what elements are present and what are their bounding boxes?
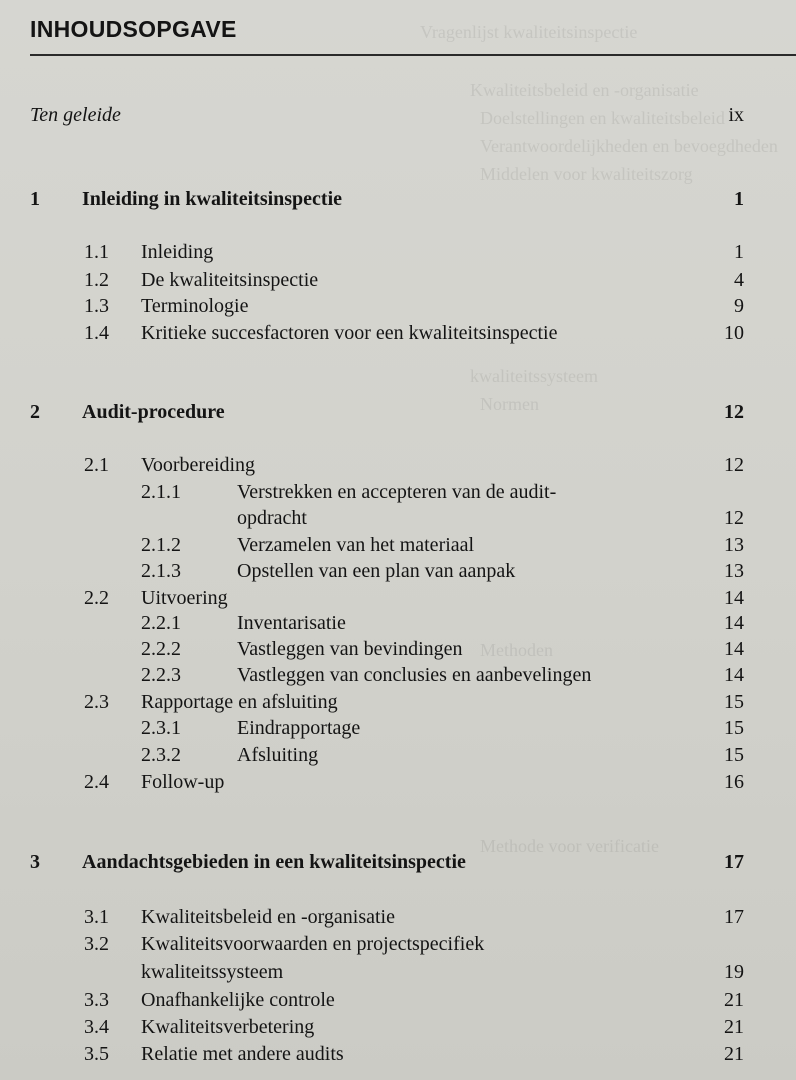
section-title: Rapportage en afsluiting <box>141 691 338 713</box>
section-title-line1: Kwaliteitsvoorwaarden en projectspecifiek <box>141 933 485 955</box>
section-number: 3.2 <box>84 933 109 955</box>
chapter-title: Aandachtsgebieden in een kwaliteitsinspectie <box>82 851 466 873</box>
subsection-page: 15 <box>724 717 744 739</box>
chapter-title: Inleiding in kwaliteitsinspectie <box>82 188 343 210</box>
section-page: 21 <box>724 989 744 1011</box>
toc-section-2-4 <box>0 768 796 796</box>
section-title-line2: kwaliteitssysteem <box>141 961 284 983</box>
chapter-page: 1 <box>734 188 744 210</box>
entry-title: Ten geleide <box>30 104 121 126</box>
subsection-title: Eindrapportage <box>237 717 361 739</box>
subsection-title-line1: Verstrekken en accepteren van de audit- <box>237 481 557 503</box>
toc-section-1-1 <box>0 238 796 266</box>
subsection-page: 14 <box>724 612 744 634</box>
subsection-number: 2.1.1 <box>141 481 181 503</box>
toc-subsection-2-3-1 <box>0 714 796 742</box>
subsection-page: 14 <box>724 664 744 686</box>
section-number: 2.2 <box>84 587 109 609</box>
toc-section-3-4 <box>0 1013 796 1041</box>
toc-section-3-1 <box>0 903 796 931</box>
subsection-title: Verzamelen van het materiaal <box>237 534 475 556</box>
toc-section-1-2 <box>0 266 796 294</box>
chapter-title: Audit-procedure <box>82 401 225 423</box>
toc-section-3-3 <box>0 986 796 1014</box>
subsection-number: 2.1.2 <box>141 534 181 556</box>
section-title: Uitvoering <box>141 587 228 609</box>
toc-chapter-1 <box>0 185 796 213</box>
toc-chapter-3 <box>0 848 796 876</box>
section-page: 9 <box>734 295 744 317</box>
toc-subsection-2-2-3 <box>0 661 796 689</box>
section-title: Kritieke succesfactoren voor een kwaliteitsinspectie <box>141 322 558 344</box>
section-title: Voorbereiding <box>141 454 256 476</box>
section-number: 3.5 <box>84 1043 109 1065</box>
toc-subsection-2-1-1 <box>0 478 796 506</box>
entry-page: ix <box>728 104 744 126</box>
subsection-number: 2.3.1 <box>141 717 181 739</box>
subsection-title: Afsluiting <box>237 744 319 766</box>
section-number: 2.4 <box>84 771 109 793</box>
toc-subsection-2-1-2 <box>0 531 796 559</box>
chapter-number: 1 <box>30 188 40 210</box>
toc-chapter-2 <box>0 398 796 426</box>
section-number: 1.1 <box>84 241 109 263</box>
section-number: 1.3 <box>84 295 109 317</box>
toc-subsection-2-2-2 <box>0 635 796 663</box>
section-number: 2.3 <box>84 691 109 713</box>
subsection-page: 15 <box>724 744 744 766</box>
toc-subsection-2-1-1-cont <box>0 504 796 532</box>
subsection-title: Inventarisatie <box>237 612 346 634</box>
section-page: 4 <box>734 269 744 291</box>
section-page: 16 <box>724 771 744 793</box>
subsection-page: 13 <box>724 560 744 582</box>
subsection-title: Opstellen van een plan van aanpak <box>237 560 516 582</box>
subsection-page: 14 <box>724 638 744 660</box>
show-through-text: Vragenlijst kwaliteitsinspectie Kwaliteitsbeleid en -organisatie Doelstellingen en kwaliteitsbeleid Verantwoordelijkheden en bevoegdheden Middelen voor kwaliteitszorg kwaliteitssysteem Normen Methoden Methode voor verificatie <box>420 22 778 856</box>
section-page: 17 <box>724 906 744 928</box>
subsection-number: 2.3.2 <box>141 744 181 766</box>
toc-section-2-1 <box>0 451 796 479</box>
subsection-number: 2.2.2 <box>141 638 181 660</box>
toc-section-3-5 <box>0 1040 796 1068</box>
section-number: 3.1 <box>84 906 109 928</box>
subsection-title: Vastleggen van bevindingen <box>237 638 463 660</box>
section-number: 3.3 <box>84 989 109 1011</box>
toc-section-2-3 <box>0 688 796 716</box>
chapter-number: 3 <box>30 851 40 873</box>
section-title: Inleiding <box>141 241 214 263</box>
section-title: De kwaliteitsinspectie <box>141 269 319 291</box>
section-title: Terminologie <box>141 295 249 317</box>
toc-entry-preface <box>0 101 796 129</box>
section-page: 15 <box>724 691 744 713</box>
section-page: 10 <box>724 322 744 344</box>
subsection-title: Vastleggen van conclusies en aanbevelingen <box>237 664 592 686</box>
chapter-page: 17 <box>724 851 744 873</box>
section-number: 3.4 <box>84 1016 109 1038</box>
toc-section-3-2-cont <box>0 958 796 986</box>
section-number: 1.2 <box>84 269 109 291</box>
subsection-page: 12 <box>724 507 744 529</box>
toc-subsection-2-2-1 <box>0 609 796 637</box>
section-title: Onafhankelijke controle <box>141 989 335 1011</box>
section-page: 21 <box>724 1043 744 1065</box>
toc-section-1-4 <box>0 319 796 347</box>
subsection-number: 2.1.3 <box>141 560 181 582</box>
section-title: Relatie met andere audits <box>141 1043 344 1065</box>
toc-section-1-3 <box>0 292 796 320</box>
toc-section-3-2 <box>0 930 796 958</box>
subsection-number: 2.2.3 <box>141 664 181 686</box>
section-title: Kwaliteitsverbetering <box>141 1016 315 1038</box>
section-number: 2.1 <box>84 454 109 476</box>
section-title: Kwaliteitsbeleid en -organisatie <box>141 906 395 928</box>
toc-subsection-2-3-2 <box>0 741 796 769</box>
section-page: 12 <box>724 454 744 476</box>
title-underline <box>30 54 796 56</box>
toc-section-2-2 <box>0 584 796 612</box>
section-number: 1.4 <box>84 322 109 344</box>
section-title: Follow-up <box>141 771 225 793</box>
section-page: 21 <box>724 1016 744 1038</box>
chapter-number: 2 <box>30 401 40 423</box>
subsection-title-line2: opdracht <box>237 507 307 529</box>
subsection-number: 2.2.1 <box>141 612 181 634</box>
subsection-page: 13 <box>724 534 744 556</box>
section-page: 1 <box>734 241 744 263</box>
toc-subsection-2-1-3 <box>0 557 796 585</box>
page-title: INHOUDSOPGAVE <box>30 16 237 42</box>
chapter-page: 12 <box>724 401 744 423</box>
section-page: 19 <box>724 961 744 983</box>
section-page: 14 <box>724 587 744 609</box>
